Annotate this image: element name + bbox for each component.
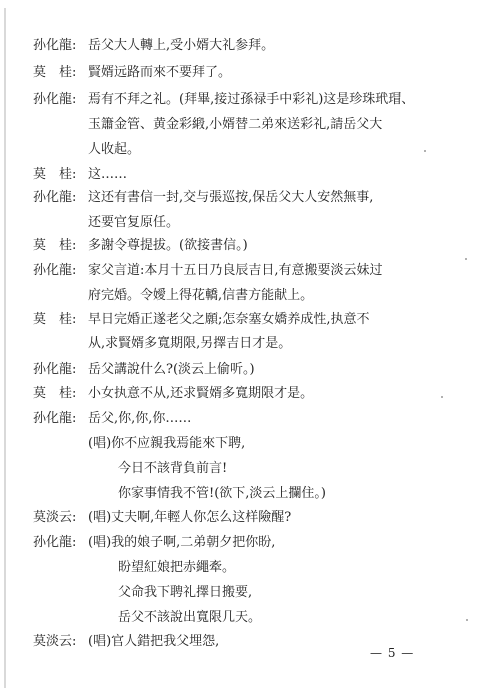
- line-text: 賢婿远路而來不要拜了。: [88, 65, 232, 80]
- print-speck: [466, 619, 468, 621]
- line-text: 你家事情我不管!(欲下,淡云上攔住。): [118, 486, 327, 501]
- line-text: 父命我下聘礼擇日搬要,: [118, 585, 253, 600]
- line-text: 从,求賢婿多寬期限,另擇吉日才是。: [88, 336, 292, 351]
- line-text: 小女执意不从,还求賢婿多寬期限才是。: [88, 386, 314, 401]
- line-text: 岳父大人轉上,受小婿大礼参拜。: [88, 38, 275, 53]
- line-text: 岳父不該說出寬限几天。: [118, 610, 262, 625]
- line-text: 今日不該背負前言!: [118, 461, 228, 476]
- speaker-label: 孙化龍:: [33, 362, 77, 377]
- speaker-label: 莫淡云:: [33, 634, 77, 649]
- line-text: (唱)你不应親我焉能來下聘,: [88, 436, 246, 451]
- speaker-label: 莫 桂:: [33, 238, 77, 253]
- print-speck: [441, 396, 443, 398]
- speaker-label: 孙化龍:: [33, 411, 77, 426]
- line-text: 多謝令尊提拔。(欲接書信。): [88, 238, 248, 253]
- line-text: 焉有不拜之礼。(拜畢,接过孫禄手中彩礼)这是珍珠玳瑁、: [88, 92, 415, 107]
- line-text: 玉簫金管、黄金彩緞,小婿替二弟來送彩礼,請岳父大: [88, 117, 383, 132]
- page-number: — 5 —: [370, 646, 415, 660]
- line-text: 这……: [88, 167, 128, 182]
- speaker-label: 孙化龍:: [33, 38, 77, 53]
- speaker-label: 孙化龍:: [33, 92, 77, 107]
- print-speck: [424, 150, 426, 152]
- line-text: 家父言道:本月十五日乃良辰吉日,有意搬要淡云妹过: [88, 263, 383, 278]
- line-text: (唱)丈夫啊,年輕人你怎么这样險醒?: [88, 510, 292, 525]
- line-text: (唱)我的娘子啊,二弟朝夕把你盼,: [88, 535, 276, 550]
- line-text: 盼望紅娘把赤繩牽。: [118, 560, 236, 575]
- speaker-label: 孙化龍:: [33, 190, 77, 205]
- line-text: 还要官复原任。: [88, 215, 180, 230]
- speaker-label: 孙化龍:: [33, 535, 77, 550]
- speaker-label: 莫 桂:: [33, 386, 77, 401]
- speaker-label: 莫 桂:: [33, 65, 77, 80]
- line-text: (唱)官人錯把我父埋怨,: [88, 634, 220, 649]
- line-text: 府完婚。令嬡上得花轎,信書方能献上。: [88, 288, 314, 303]
- line-text: 早日完婚正遂老父之願;怎奈塞女嬌养成性,执意不: [88, 312, 370, 327]
- page-edge: [4, 8, 6, 688]
- line-text: 岳父講說什么?(淡云上偷听。): [88, 362, 255, 377]
- speaker-label: 莫 桂:: [33, 167, 77, 182]
- line-text: 这还有書信一封,交与張巡按,保岳父大人安然無事,: [88, 190, 374, 205]
- speaker-label: 孙化龍:: [33, 263, 77, 278]
- line-text: 人收起。: [88, 142, 141, 157]
- speaker-label: 莫淡云:: [33, 510, 77, 525]
- speaker-label: 莫 桂:: [33, 312, 77, 327]
- print-speck: [465, 258, 467, 260]
- line-text: 岳父,你,你,你……: [88, 411, 192, 426]
